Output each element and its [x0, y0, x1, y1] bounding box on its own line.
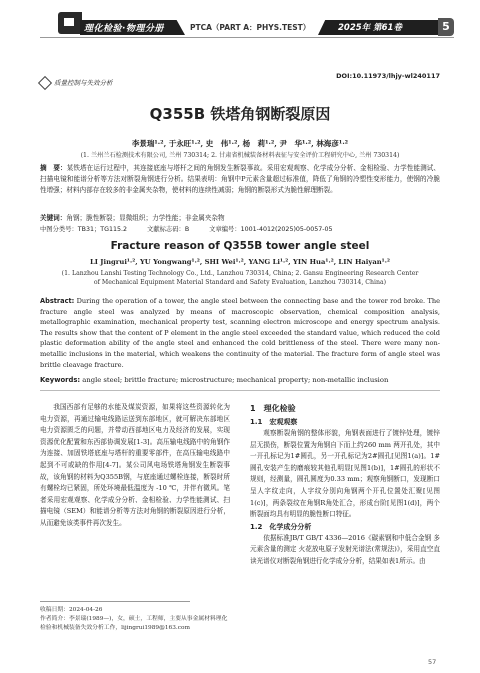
intro-paragraph: 我国西部有足够的水能及煤炭资源，如果将这些资源转化为电力资源，再通过输电线路运送到东部地区，就可解决东部地区电力资源匮乏的问题，并带动西部地区电力及经济的发展，实现资源优化配置和东西部协调发展[1-3]。高压输电线路中的角钢作为连接、加固铁塔底座与塔杆的重要零部件，在高压输电线路中起到不可或缺的作用[4-7]。某公司风电场铁塔角钢发生断裂事故，该角钢的材料为Q355B钢，与底座通过螺栓连接，断裂时所有螺栓均已紧固，所处环境最低温度为 -10 ℃，并伴有微风。笔者采用宏观观察、化学成分分析、金相检验、力学性能测试、扫描电镜（SEM）和能谱分析等方法对角钢的断裂原因进行分析，从而避免该类事件再次发生。: [40, 403, 230, 527]
keywords-text-en: angle steel; brittle fracture; microstructure; mechanical property; non-metallic inclusion: [82, 376, 389, 384]
abstract-chinese: [40, 163, 440, 196]
doi: DOI:10.11973/lhjy-wl240117: [336, 72, 440, 80]
section-heading-1-1: 1.1 宏观观察: [250, 418, 298, 426]
document-code: 文献标志码：B: [147, 226, 190, 233]
abstract-label-en: Abstract:: [40, 297, 75, 305]
title-english: Fracture reason of Q355B tower angle steel: [110, 240, 370, 252]
header-divider: [40, 37, 454, 38]
abstract-text-cn: 某铁塔在运行过程中，其连接底座与塔杆之间的角钢发生断裂事故。采用宏观观察、化学成分分析、金相检验、力学性能测试、扫描电镜和能谱分析等方法对断裂角钢进行分析。结果表明：角钢中P元素含量超过标准值，降低了角钢的冷塑性变形能力，使钢的冷脆性增强；材料内部存在较多的非金属夹杂物，使材料的连续性减弱；角钢的断裂形式为脆性解理断裂。: [40, 164, 440, 194]
keywords-label-en: Keywords:: [40, 376, 81, 384]
page-number: 57: [428, 658, 437, 666]
authors-chinese: 李景瑞¹·², 于永旺¹·², 史 伟¹·², 杨 莉¹·², 尹 华¹·², 林海彦¹·²: [131, 139, 349, 148]
keywords-chinese: [40, 212, 440, 222]
journal-name: 理化检验·物理分册: [84, 24, 164, 34]
footnote: [40, 606, 230, 633]
left-column: [40, 402, 230, 530]
clc-number: 中图分类号：TB31；TG115.2: [40, 226, 128, 233]
section-heading-1-2: 1.2 化学成分分析: [250, 522, 312, 531]
abstract-label-cn: 摘 要：: [40, 164, 67, 172]
affiliation-chinese: (1. 兰州兰石检测技术有限公司, 兰州 730314; 2. 甘肃省机械装备材料表征与安全评价工程研究中心, 兰州 730314): [80, 152, 400, 159]
section-tag: [40, 72, 113, 91]
keywords-label-cn: 关键词：: [40, 214, 67, 222]
section-tag-text: 质量控制与失效分析: [54, 79, 113, 87]
diamond-icon: [38, 75, 52, 89]
affiliation-english: (1. Lanzhou Lanshi Testing Technology Co., Ltd., Lanzhou 730314, China; 2. Gansu Engineering Research Center of Mechanical Equipment Material Standard and Safety Evaluation, Lanzhou 730314, China): [61, 270, 419, 286]
issue-number: 5: [438, 18, 454, 36]
right-column: [250, 402, 440, 568]
macro-observation-paragraph: 观察断裂角钢的整体形貌，角钢表面进行了镀锌处理，镀锌层无损伤，断裂位置为角钢自下而上约260 mm 两开孔处，其中一开孔标记为1#圆孔，另一开孔标记为2#圆孔[见图1(a)]。1#圆孔安装产生的磨痕较其他孔明显[见图1(b)]，1#圆孔的形状不规则，经测量，圆孔圆度为0.33 mm；观察角钢断口，发现断口呈人字纹走向，人字纹分别向角钢两个开孔位置处汇聚[见图1(c)]，两条裂纹在角钢R角处汇合，形成台阶[见图1(d)]，两个断裂面均具有明显的脆性断口特征。: [250, 429, 440, 519]
abstract-english: [40, 296, 440, 370]
journal-logo: [58, 12, 82, 34]
chemical-analysis-paragraph: 依据标准JB/T GB/T 4336—2016《碳素钢和中低合金钢 多元素含量的测定 火花放电原子发射光谱法(常规法)》，采用直空直读光谱仪对断裂角钢进行化学成分分析，结果如表1所示。由: [250, 533, 440, 565]
authors-english: LI Jingrui¹·², YU Yongwang¹·², SHI Wei¹·², YANG Li¹·², YIN Hua¹·², LIN Haiyan¹·²: [89, 258, 390, 266]
title-chinese: Q355B 铁塔角钢断裂原因: [149, 105, 331, 123]
section-heading-1: 1 理化检验: [250, 404, 296, 413]
article-number: 文章编号：1001-4012(2025)05-0057-05: [209, 226, 333, 233]
footnote-divider: [40, 601, 190, 602]
keywords-english: [40, 376, 440, 384]
received-date: 收稿日期：2024-04-26: [40, 607, 103, 613]
journal-code: PTCA（PART A：PHYS.TEST）: [190, 23, 311, 32]
classification-meta: [40, 224, 440, 233]
author-bio: 作者简介：李景瑞(1989—)，女，硕士，工程师，主要从事金属材料理化检验和机械装备失效分析工作，lijingrui1989@163.com: [40, 616, 228, 631]
keywords-text-cn: 角钢；脆性断裂；显微组织；力学性能；非金属夹杂物: [66, 214, 225, 222]
abstract-text-en: During the operation of a tower, the angle steel between the connecting base and the tower rod broke. The fracture angle steel was analyzed by means of macroscopic observation, chemical composition analysis, metallographic examination, mechanical property test, scanning electron microscope and energy spectrum analysis. The results show that the content of P element in the angle steel exceeded the standard value, which reduced the cold plastic deformation ability of the angle steel and enhanced the cold brittleness of the steel. There were many non-metallic inclusions in the material, which weakens the continuity of the material. The fracture form of angle steel was brittle cleavage fracture.: [40, 297, 440, 369]
issue-label: 2025年 第61卷: [338, 23, 402, 33]
abstract-divider: [40, 390, 440, 391]
